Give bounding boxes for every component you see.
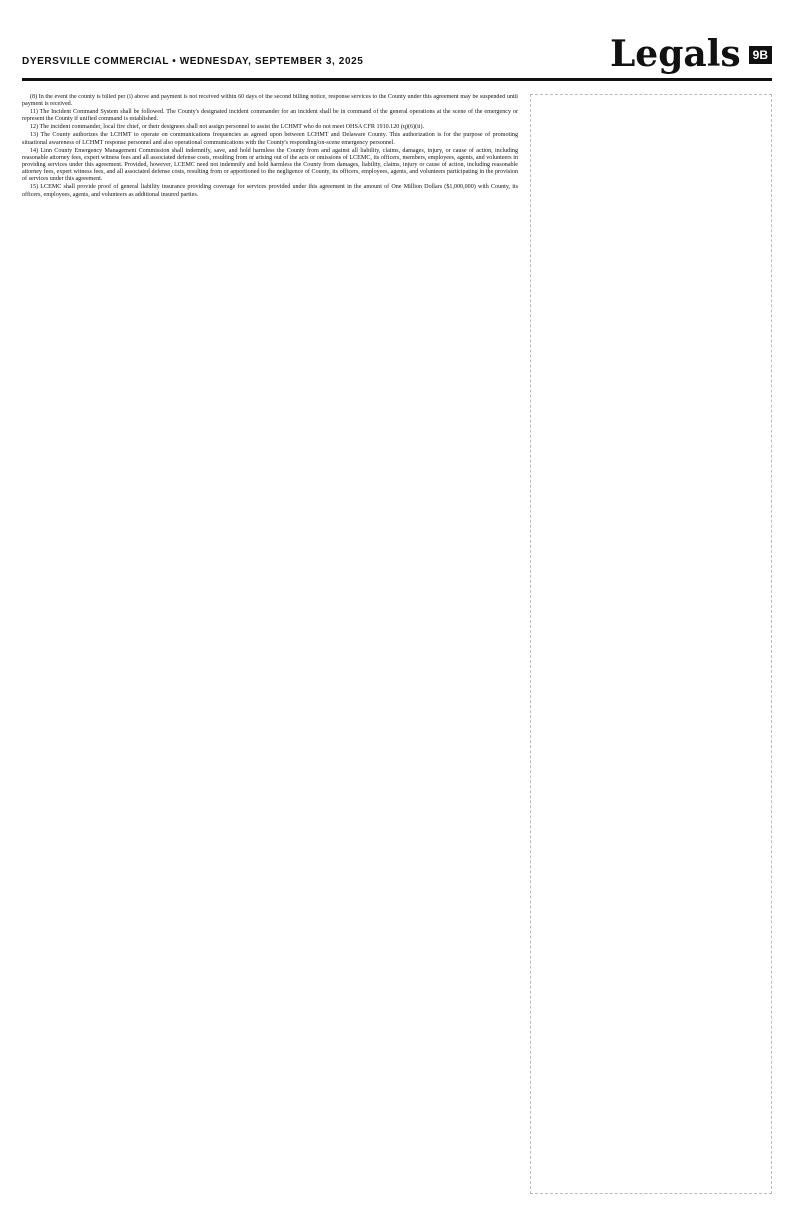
legal-notices-column-left: [22, 94, 518, 1194]
paragraph: 14) Linn County Emergency Management Commission shall indemnify, save, and hold harmless the County from and against all liability, claims, damages, injury, or cause of action, including reasonable attorney fees, expert witness fees and all associated defense costs, resulting from or arising out of the acts or omissions of LCEMC, its officers, members, employees, agents, and volunteers in providing services under this agreement. Provided, however, LCEMC need not indemnify and hold harmless the County from damages, liability, claims, injury or cause of action, including reasonable attorney fees, expert witness fees, and all associated defense costs, resulting from or apportioned to the negligence of County, its officers, employees, agents, and volunteers participating in the provision of services under this agreement.: [22, 147, 518, 183]
masthead-section: [609, 33, 772, 75]
paragraph: (8) In the event the county is billed per (i) above and payment is not received within 60 days of the second billing notice, response services to the County under this agreement may be suspended until payment is received.: [22, 94, 518, 108]
paragraph: 13) The County authorizes the LCHMT to operate on communications frequencies as agreed upon between LCHMT and Delaware County. This authorization is for the purpose of promoting situational awareness of LCHMT response personnel and also operational communications with the County's responding/on-scene emergency personnel.: [22, 132, 518, 146]
paragraph: 15) LCEMC shall provide proof of general liability insurance providing coverage for services provided under this agreement in the amount of One Million Dollars ($1,000,000) with County, its officers, employees, agents, and volunteers as additional insured parties.: [22, 184, 518, 198]
masthead-rule: [22, 78, 772, 81]
masthead: [22, 33, 772, 76]
masthead-dateline: DYERSVILLE COMMERCIAL • WEDNESDAY, SEPTEMBER 3, 2025: [22, 56, 364, 67]
page-number: 9B: [749, 46, 772, 64]
section-title: Legals: [609, 33, 741, 75]
right-columns-area: [530, 94, 772, 1194]
paragraph: 11) The Incident Command System shall be followed. The County's designated incident commander for an incident shall be in command of the general operations at the scene of the emergency or represent the County if unified command is established.: [22, 109, 518, 123]
paragraph: 12) The incident commander, local fire chief, or their designees shall not assign personnel to assist the LCHMT who do not meet OHSA CFR 1910.120 (q)(6)(ii).: [30, 124, 425, 131]
